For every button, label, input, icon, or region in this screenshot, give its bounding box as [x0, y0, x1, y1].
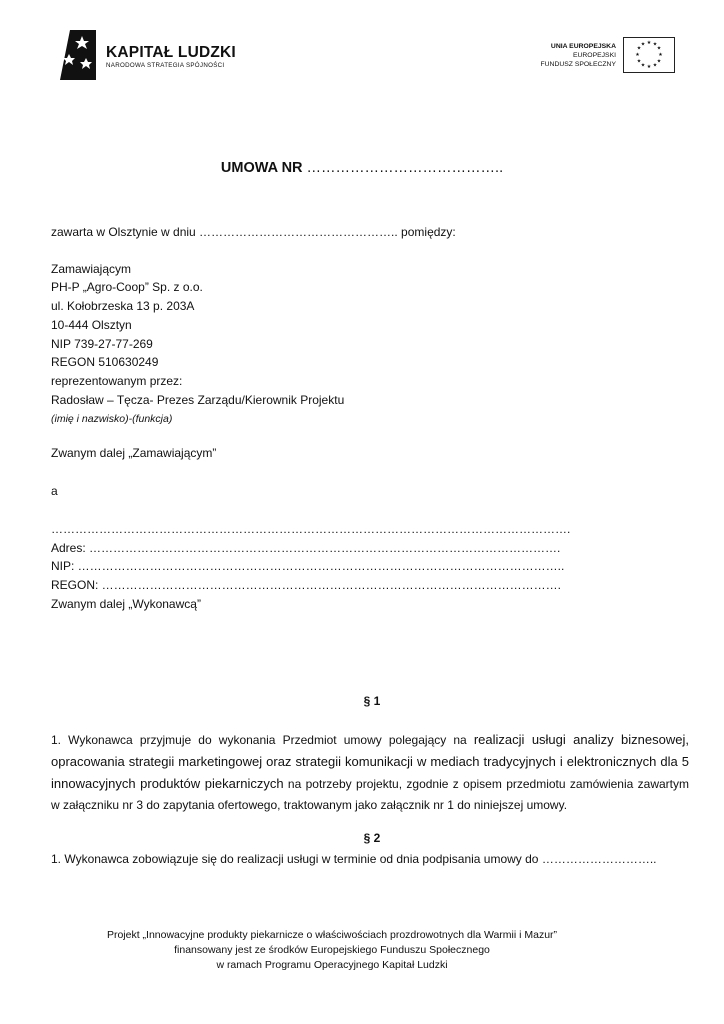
- section-1-text-b: realizacji usługi analizy biznesowej, opracowania strategii marketingowej oraz strategii komunikacji w mediach tradycyjnych i elektronicznych dla 5 innowacyjnych produktów piekarniczych: [51, 732, 689, 791]
- section-1-heading: § 1: [363, 694, 381, 708]
- eu-logo-text: [540, 42, 616, 69]
- svg-text:★: ★: [640, 41, 646, 48]
- client-representative: Radosław – Tęcza- Prezes Zarządu/Kierownik Projektu: [51, 393, 345, 407]
- footer: [0, 928, 664, 973]
- footer-line-3: w ramach Programu Operacyjnego Kapitał Ludzki: [216, 959, 448, 971]
- client-role: Zamawiającym: [51, 262, 132, 276]
- eu-line-1: UNIA EUROPEJSKA: [550, 43, 616, 50]
- svg-text:★: ★: [656, 58, 662, 65]
- client-regon: REGON 510630249: [51, 355, 159, 369]
- contractor-address: Adres: ……………………………………………………………………………………………………….: [51, 541, 561, 555]
- section-2-text: 1. Wykonawca zobowiązuje się do realizacji usługi w terminie od dnia podpisania umowy do ………………………..: [51, 852, 657, 866]
- client-nip: NIP 739-27-77-269: [51, 337, 153, 351]
- svg-text:★: ★: [646, 40, 652, 46]
- contractor-nip: NIP: …………………………………………………………………………………………………………..: [51, 559, 565, 573]
- footer-line-1: Projekt „Innowacyjne produkty piekarnicze o właściwościach prozdrowotnych dla Warmii i Mazur”: [106, 929, 558, 941]
- client-street: ul. Kołobrzeska 13 p. 203A: [51, 299, 195, 313]
- client-representative-hint: (imię i nazwisko)-(funkcja): [51, 413, 173, 425]
- footer-line-2: finansowany jest ze środków Europejskiego Funduszu Społecznego: [174, 944, 490, 956]
- client-represented: reprezentowanym przez:: [51, 374, 183, 388]
- kapital-ludzki-subtitle: NARODOWA STRATEGIA SPÓJNOŚCI: [106, 62, 225, 69]
- kapital-ludzki-title: KAPITAŁ LUDZKI: [106, 44, 236, 61]
- eu-line-2: EUROPEJSKI: [572, 52, 616, 59]
- svg-text:★: ★: [646, 64, 652, 70]
- section-1-text-a: 1. Wykonawca przyjmuje do wykonania Przedmiot umowy polegający na: [51, 733, 474, 747]
- client-called: Zwanym dalej „Zamawiającym”: [51, 446, 217, 460]
- svg-text:★: ★: [656, 45, 662, 52]
- svg-text:★: ★: [636, 45, 642, 52]
- client-name: PH-P „Agro-Coop” Sp. z o.o.: [51, 280, 203, 294]
- svg-text:★: ★: [652, 41, 658, 48]
- title-number: …………………………………..: [302, 160, 504, 176]
- section-1-text: [51, 729, 689, 816]
- section-2-heading: § 2: [363, 831, 381, 845]
- eu-line-3: FUNDUSZ SPOŁECZNY: [540, 61, 616, 68]
- title-label: UMOWA NR: [220, 160, 303, 176]
- client-city: 10-444 Olsztyn: [51, 318, 132, 332]
- contractor-name-line: ………………………………………………………………………………………………………………….: [51, 522, 571, 536]
- contractor-regon: REGON: …………………………………………………………………………………………………….: [51, 578, 562, 592]
- svg-text:★: ★: [636, 58, 642, 65]
- document-title: [0, 160, 724, 176]
- svg-text:★: ★: [635, 52, 640, 58]
- svg-text:★: ★: [658, 52, 663, 58]
- eu-flag-icon: [623, 37, 675, 73]
- intro-line: zawarta w Olsztynie w dniu ………………………………………….. pomiędzy:: [51, 225, 456, 239]
- conjunction: a: [51, 484, 58, 498]
- svg-text:★: ★: [640, 62, 646, 69]
- svg-text:★: ★: [652, 62, 658, 69]
- kapital-ludzki-emblem-icon: [56, 28, 102, 82]
- contractor-called: Zwanym dalej „Wykonawcą”: [51, 597, 201, 611]
- section-1-text-c: na potrzeby projektu, zgodnie z opisem przedmiotu zamówienia zawartym w załączniku nr 3 do zapytania ofertowego, traktowanym jako załącznik nr 1 do niniejszej umowy.: [51, 777, 689, 812]
